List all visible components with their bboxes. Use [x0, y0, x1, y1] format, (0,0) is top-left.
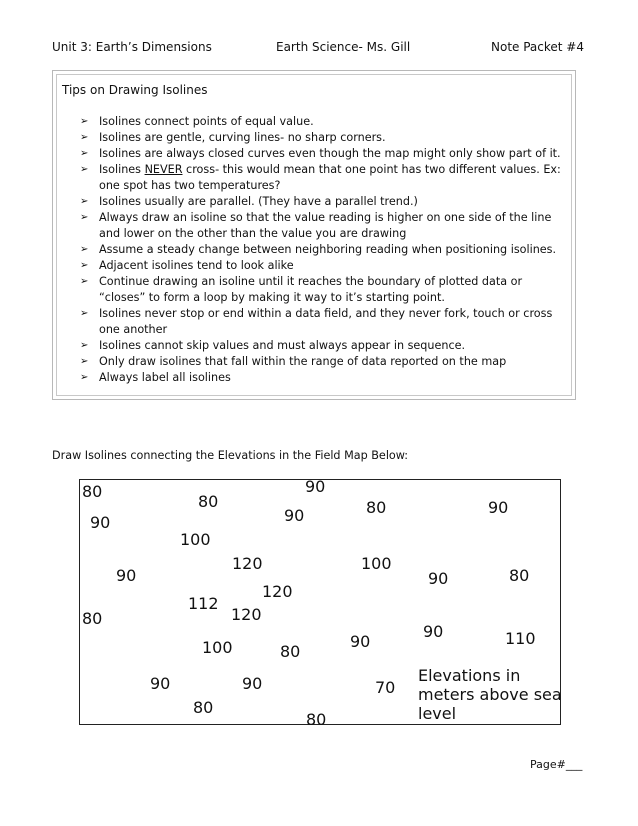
elevation-value: 80	[280, 642, 301, 661]
tip-item	[80, 306, 566, 338]
elevation-value: 100	[202, 638, 233, 657]
tip-item	[80, 114, 566, 130]
arrow-bullet-icon: ➢	[80, 132, 89, 143]
tip-item	[80, 258, 566, 274]
elevation-value: 120	[262, 582, 293, 601]
tip-item	[80, 354, 566, 370]
tips-list	[80, 114, 566, 386]
elevation-value: 80	[366, 498, 387, 517]
elevation-value: 90	[305, 477, 326, 496]
arrow-bullet-icon: ➢	[80, 196, 89, 207]
elevation-value: 80	[509, 566, 530, 585]
tip-text: Isolines are always closed curves even though the map might only show part of it.	[99, 147, 561, 160]
elevation-value: 90	[428, 569, 449, 588]
elevation-value: 70	[375, 678, 396, 697]
tip-item	[80, 210, 566, 242]
elevation-value: 100	[361, 554, 392, 573]
arrow-bullet-icon: ➢	[80, 340, 89, 351]
tip-text: Always label all isolines	[99, 371, 231, 384]
tip-text: Always draw an isoline so that the value reading is higher on one side of the line and lower on the other than the value you are drawing	[99, 211, 552, 240]
elevation-value: 120	[232, 554, 263, 573]
map-legend: Elevations in meters above sea level	[418, 666, 562, 723]
tip-item	[80, 162, 566, 194]
tip-item	[80, 146, 566, 162]
tip-text: Isolines are gentle, curving lines- no sharp corners.	[99, 131, 386, 144]
page-number-field: Page#___	[530, 758, 583, 771]
elevation-value: 112	[188, 594, 219, 613]
arrow-bullet-icon: ➢	[80, 148, 89, 159]
emphasis-never: NEVER	[144, 163, 183, 176]
header-course: Earth Science- Ms. Gill	[276, 40, 411, 54]
tip-text: Only draw isolines that fall within the range of data reported on the map	[99, 355, 507, 368]
elevation-value: 90	[423, 622, 444, 641]
elevation-value: 90	[284, 506, 305, 525]
elevation-value: 100	[180, 530, 211, 549]
tip-text: Continue drawing an isoline until it reaches the boundary of plotted data or “closes” to form a loop by making it way to it’s starting point.	[99, 275, 523, 304]
elevation-value: 80	[82, 609, 103, 628]
elevation-value: 90	[90, 513, 111, 532]
header-packet-number: Note Packet #4	[491, 40, 584, 54]
tip-text: Isolines never stop or end within a data field, and they never fork, touch or cross one another	[99, 307, 553, 336]
elevation-value: 110	[505, 629, 536, 648]
arrow-bullet-icon: ➢	[80, 244, 89, 255]
arrow-bullet-icon: ➢	[80, 116, 89, 127]
elevation-value: 90	[488, 498, 509, 517]
arrow-bullet-icon: ➢	[80, 212, 89, 223]
header-unit-title: Unit 3: Earth’s Dimensions	[52, 40, 212, 54]
map-instruction: Draw Isolines connecting the Elevations in the Field Map Below:	[52, 449, 409, 462]
tip-text: Adjacent isolines tend to look alike	[99, 259, 294, 272]
elevation-value: 90	[116, 566, 137, 585]
tip-item	[80, 370, 566, 386]
arrow-bullet-icon: ➢	[80, 276, 89, 287]
tip-text: Isolines usually are parallel. (They have a parallel trend.)	[99, 195, 418, 208]
elevation-value: 90	[150, 674, 171, 693]
elevation-value: 80	[82, 482, 103, 501]
arrow-bullet-icon: ➢	[80, 356, 89, 367]
elevation-value: 80	[198, 492, 219, 511]
tip-item	[80, 338, 566, 354]
arrow-bullet-icon: ➢	[80, 260, 89, 271]
elevation-value: 90	[350, 632, 371, 651]
arrow-bullet-icon: ➢	[80, 372, 89, 383]
elevation-value: 120	[231, 605, 262, 624]
tip-text: Isolines connect points of equal value.	[99, 115, 314, 128]
tips-title: Tips on Drawing Isolines	[62, 83, 208, 97]
tip-text: Isolines cannot skip values and must always appear in sequence.	[99, 339, 466, 352]
tip-text: Assume a steady change between neighboring reading when positioning isolines.	[99, 243, 557, 256]
tip-text: Isolines NEVER cross- this would mean that one point has two different values. Ex: one spot has two temperatures?	[99, 163, 561, 192]
tip-item	[80, 130, 566, 146]
arrow-bullet-icon: ➢	[80, 164, 89, 175]
elevation-value: 80	[306, 710, 327, 729]
tip-item	[80, 194, 566, 210]
tip-item	[80, 274, 566, 306]
arrow-bullet-icon: ➢	[80, 308, 89, 319]
tip-item	[80, 242, 566, 258]
elevation-value: 80	[193, 698, 214, 717]
elevation-value: 90	[242, 674, 263, 693]
